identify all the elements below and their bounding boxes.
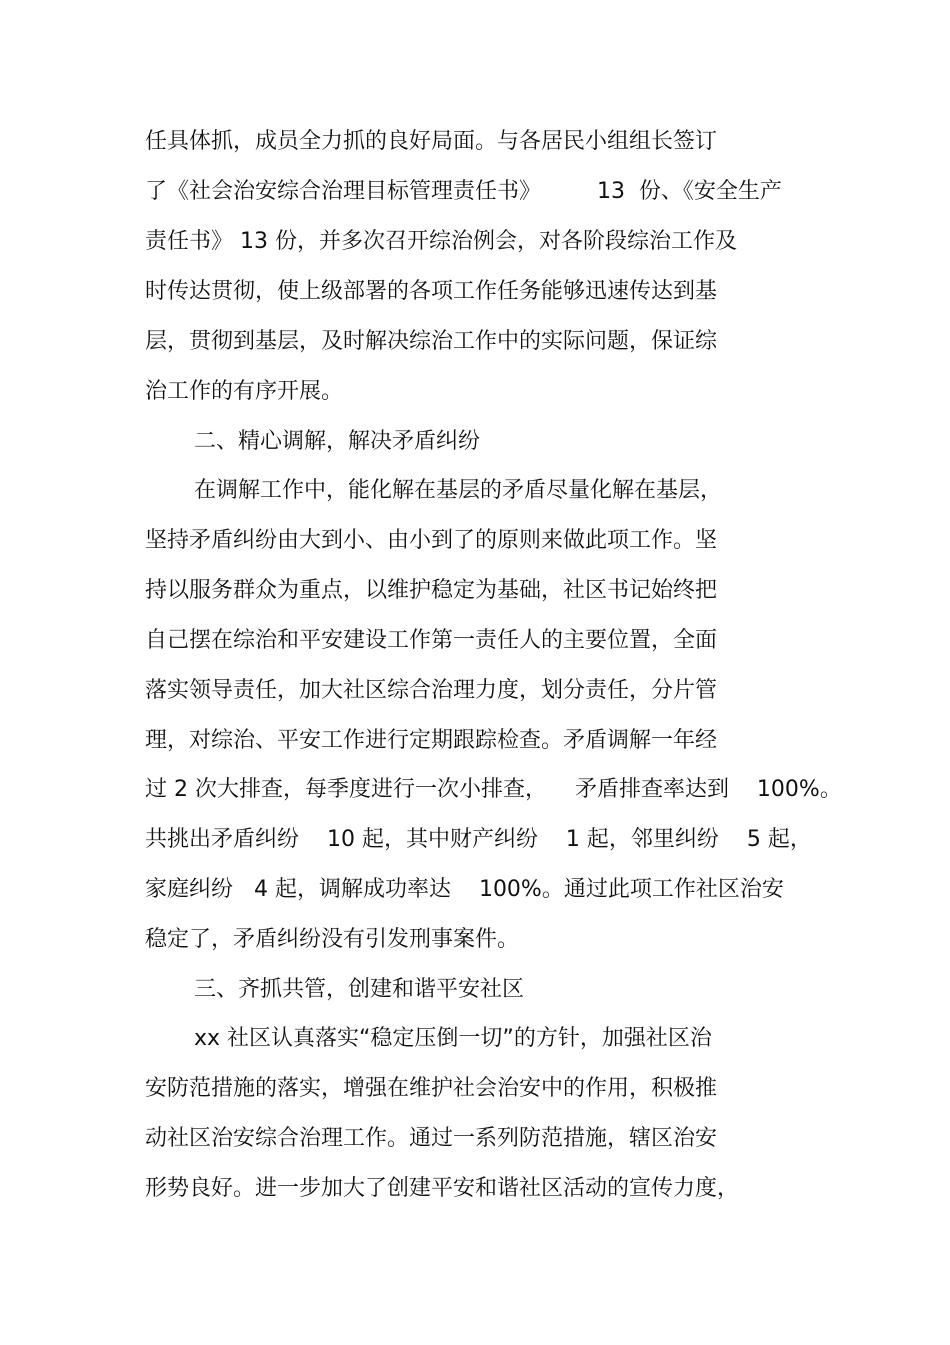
text-line: 过 2 次大排查，每季度进行一次小排查， 矛盾排查率达到 100%。 [145,777,842,802]
text-line: 共挑出矛盾纠纷 10 起，其中财产纠纷 1 起，邻里纠纷 5 起， [145,827,812,852]
text-line: 动社区治安综合治理工作。通过一系列防范措施，辖区治安 [145,1126,718,1151]
text-line: 理，对综治、平安工作进行定期跟踪检查。矛盾调解一年经 [145,728,718,753]
text-line: 责任书》 13 份，并多次召开综治例会，对各阶段综治工作及 [145,229,737,254]
text-line: 了《社会治安综合治理目标管理责任书》 13 份、《安全生产 [145,179,782,204]
text-line: 任具体抓，成员全力抓的良好局面。与各居民小组组长签订 [145,129,718,154]
text-line: 层，贯彻到基层，及时解决综治工作中的实际问题，保证综 [145,329,718,354]
text-line: 安防范措施的落实，增强在维护社会治安中的作用，积极推 [145,1076,718,1101]
text-line: 治工作的有序开展。 [145,379,344,404]
text-line: 自己摆在综治和平安建设工作第一责任人的主要位置，全面 [145,628,718,653]
section-heading: 二、精心调解，解决矛盾纠纷 [194,429,481,454]
section-heading: 三、齐抓共管，创建和谐平安社区 [194,977,525,1002]
text-line: xx 社区认真落实“稳定压倒一切”的方针，加强社区治 [194,1026,712,1051]
text-line: 家庭纠纷 4 起，调解成功率达 100%。通过此项工作社区治安 [145,877,784,902]
text-line: 稳定了，矛盾纠纷没有引发刑事案件。 [145,927,520,952]
text-line: 落实领导责任，加大社区综合治理力度，划分责任，分片管 [145,678,718,703]
text-line: 在调解工作中，能化解在基层的矛盾尽量化解在基层， [194,478,723,503]
text-line: 时传达贯彻，使上级部署的各项工作任务能够迅速传达到基 [145,279,718,304]
text-line: 坚持矛盾纠纷由大到小、由小到了的原则来做此项工作。坚 [145,528,718,553]
text-line: 持以服务群众为重点，以维护稳定为基础，社区书记始终把 [145,578,718,603]
text-line: 形势良好。进一步加大了创建平安和谐社区活动的宣传力度， [145,1176,740,1201]
